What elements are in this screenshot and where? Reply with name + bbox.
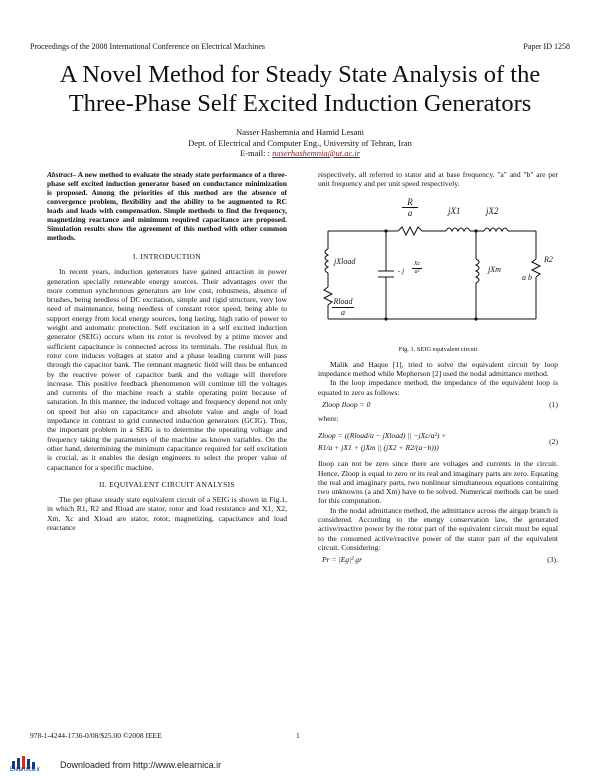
section-heading-intro: I. INTRODUCTION [132,252,202,261]
download-notice[interactable]: Downloaded from http://www.elearnica.ir [60,760,222,770]
loop-method-paragraph: Malik and Haque [1], tried to solve the equivalent circuit by loop impedance method while Mepherson [2] used the nodal admittance method. [318,359,558,379]
label-r-over-a: R a [402,197,418,218]
circuit-paragraph: The per phase steady state equivalent circuit of a SEIG is shown in Fig.1, in which R1, R2 and Rload are stator, rotor and load resistance and X1, X2, Xm, Xc and Xload are stator, rotor, magnetizing, capacitance and load reactance [47,495,287,533]
paper-title [0,60,600,118]
where-label: where: [318,414,339,424]
equation-1-number: (1) [549,400,558,410]
equation-3-body: Pr = |Eg|² gr [322,555,363,565]
label-rload: Rload a [333,296,353,317]
author-email-line [0,148,600,159]
author-names: Nasser Hashemnia and Hamid Lesani [236,127,364,137]
label-xc: Xc a² [413,260,421,275]
conference-header: Proceedings of the 2008 International Conference on Electrical Machines [30,42,266,51]
title-line-2: Three-Phase Self Excited Induction Generators [68,90,532,117]
label-r2: R2 [544,254,553,264]
section-heading-circuit: II. EQUIVALENT CIRCUIT ANALYSIS [99,479,235,489]
left-column [47,170,287,532]
author-affiliation: Dept. of Electrical and Computer Eng., University of Tehran, Iran [188,137,412,148]
label-jxload: jXload [334,256,356,266]
copyright-notice: 978-1-4244-1736-0/08/$25.00 ©2008 IEEE [30,731,162,740]
equation-1 [318,400,558,409]
abstract-lead: Abstract– [47,170,77,179]
iloop-paragraph: Iloop can not be zero since there are voltages and currents in the circuit. Hence, Zloop is equal to zero or its real and imaginary parts are zero. Equating the real and imaginary parts, two nonlinear simultaneous equations containing two unknowns (a and Xm) have to be solved. Numerical methods can be used for this computation. [318,459,558,506]
equation-2-line-1: Zloop = ((Rload/a − jXload) || −jXc/a²) + [318,430,447,440]
label-a-minus-b: a b [522,272,532,282]
equation-3-number: (3). [547,555,558,565]
abstract [47,170,287,242]
equivalent-circuit-figure [318,195,558,343]
email-link[interactable]: naserhashemnia@ut.ac.ir [272,148,361,158]
paper-id: Paper ID 1258 [523,42,570,51]
email-label: E-mail: : [239,148,270,158]
equation-1-body: Zloop Iloop = 0 [322,400,371,410]
loop-method-paragraph-2: In the loop impedance method, the impedance of the equivalent loop is equated to zero as follows: [318,378,558,397]
nodal-method-paragraph: In the nodal admittance method, the admittance across the airgap branch is considered. According to the energy conservation law, the generated active/reactive power by the rotor part of the equivalent circuit must be equal to the consumed active/reactive power of the stator part of the equivalent circuit. Considering: [318,505,558,552]
circuit-diagram [318,195,558,343]
equation-2-number: (2) [549,436,558,446]
abstract-body: A new method to evaluate the steady state performance of a three-phase self excited induction generator based on conductance minimization is proposed. Among the priorities of this method are the absence of convergence problem, flexibility and the ability to be augmented to RC loads and leads with compensation. Simple methods to find the frequency, magnetizing reactance and minimum required capacitance are proposed. Simulation results show the agreement of this method with other common methods. [47,170,287,242]
figure-caption: Fig. 1. SEIG equivalent circuit [398,345,478,353]
author-block [0,127,600,159]
label-neg-j: - j [398,266,405,275]
label-jxm: jXm [488,264,501,274]
label-jx2: jX2 [486,205,499,216]
title-line-1: A Novel Method for Steady State Analysis of the [59,61,541,88]
page-number: 1 [296,731,300,740]
equation-3 [318,555,558,564]
equation-2 [318,428,558,456]
right-column [318,170,558,570]
continued-paragraph: respectively, all referred to stator and at base frequency. "a" and "b" are per unit frequency and per unit speed respectively. [318,170,558,189]
logo-text: Elearnica.ir [10,767,41,773]
intro-paragraph: In recent years, induction generators have gained attraction in power generation specially renewable energy sources. Their advantages over the more common synchronous generators are low cost, robustness, absence of brushes, being needless of DC excitation, simple and rigid structure, very low need of maintenance, being needless of constant rotor speed, being able to support energy from local energy sources, long lasting, high ratio of power to weight and automatic protection. Self excitation in a self excited induction generator (SEIG) occurs when its rotor is revolved by a prime mover and sufficient capacitance is connected across its terminals. The residual flux in rotor core induces voltages at stator and a phase leading current will pass through the capacitor bank. The remnant magnetic field will thus be enhanced by the reactive power of capacitor bank and the voltage will therefore increase. This positive feedback phenomenon will continue till the voltages and currents of the machine reach a stable operating point because of saturation. In this manner, the induced voltage and frequency depend not only on speed but also on capacitance and absolute value and angle of load impedance in contrast to grid connected induction generators (GCIG). Thus, the important problem in a SEIG is to determine the operating voltage and frequency taking the parameters of the machine as known variables. On the other hand, determining the minimum capacitance required for self excitation is crucial, as it enables the design engineers to select the proper value of capacitance for a specific machine. [47,267,287,472]
equation-2-line-2: R1/a + jX1 + (jXm || (jX2 + R2/(a−b))) [318,442,439,452]
label-jx1: jX1 [448,205,461,216]
